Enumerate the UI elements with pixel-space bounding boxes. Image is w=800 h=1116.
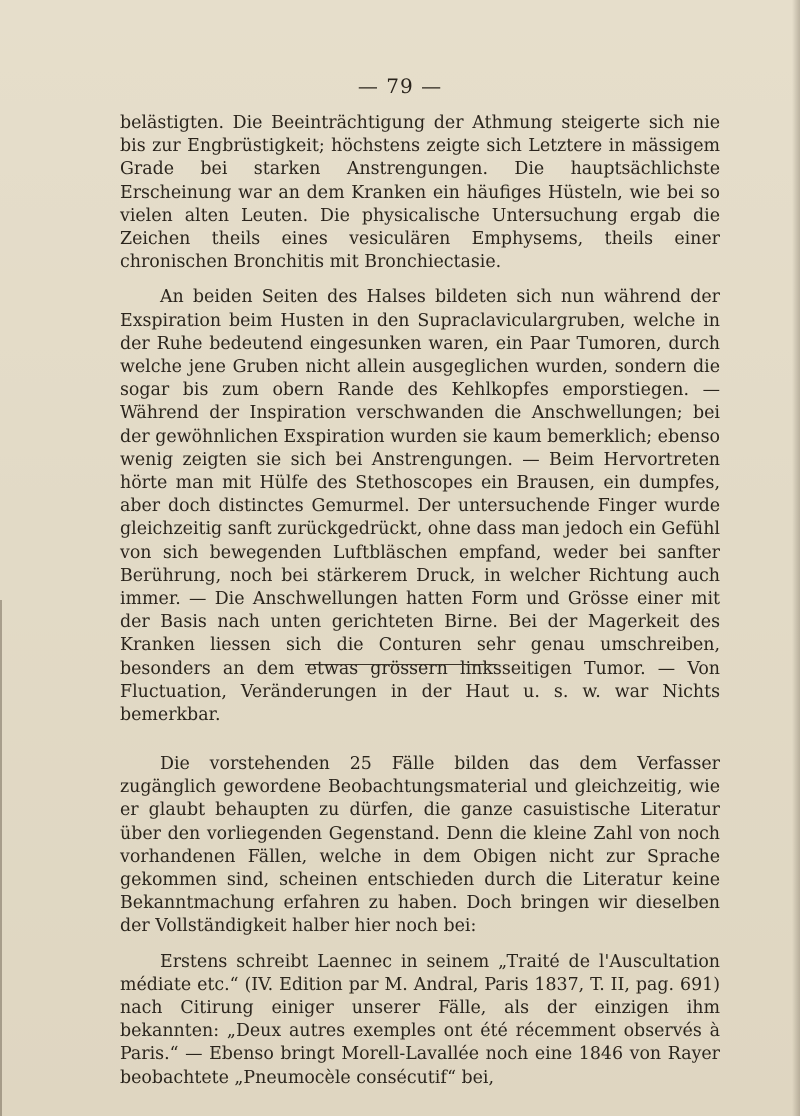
- paragraph: Erstens schreibt Laennec in seinem „Traité de l'Auscultation médiate etc.“ (IV. Edition par M. Andral, Paris 1837, T. II, pag. 691) nach Citirung einiger unserer Fälle, als der einzigen ihm bekannten: „Deux autres exemples ont été récemment observés à Paris.“ — Ebenso bringt Morell-Lavallée noch eine 1846 von Rayer beobachtete „Pneumocèle consécutif“ bei,: [120, 951, 720, 1088]
- page-number: — 79 —: [357, 74, 443, 98]
- text-block-bottom: [120, 753, 720, 1090]
- paragraph: An beiden Seiten des Halses bildeten sich nun während der Exspiration beim Husten in den Supraclaviculargruben, welche in der Ruhe bedeutend eingesunken waren, ein Paar Tumoren, durch welche jene Gruben nicht allein ausgeglichen wurden, sondern die sogar bis zum obern Rande des Kehlkopfes emporstiegen. — Während der Inspiration verschwanden die Anschwellungen; bei der gewöhnlichen Exspiration wurden sie kaum bemerklich; ebenso wenig zeigten sie sich bei Anstrengungen. — Beim Hervortreten hörte man mit Hülfe des Stethoscopes ein Brausen, ein dumpfes, aber doch distinctes Gemurmel. Der untersuchende Finger wurde gleichzeitig sanft zurückgedrückt, ohne dass man jedoch ein Gefühl von sich bewegenden Luftbläschen empfand, weder bei sanfter Berührung, noch bei stärkerem Druck, in welcher Richtung auch immer. — Die Anschwellungen hatten Form und Grösse einer mit der Basis nach unten gerichteten Birne. Bei der Magerkeit des Kranken liessen sich die Conturen sehr genau umschreiben, besonders an dem etwas grössern linksseitigen Tumor. — Von Fluctuation, Veränderungen in der Haut u. s. w. war Nichts bemerkbar.: [120, 287, 720, 726]
- section-divider: [305, 664, 497, 665]
- paragraph: Die vorstehenden 25 Fälle bilden das dem Verfasser zugänglich gewordene Beobachtungsmaterial und gleichzeitig, wie er glaubt behaupten zu dürfen, die ganze casuistische Literatur über den vorliegenden Gegenstand. Denn die kleine Zahl von noch vorhandenen Fällen, welche in dem Obigen nicht zur Sprache gekommen sind, scheinen entschieden durch die Literatur keine Bekanntmachung erfahren zu haben. Doch bringen wir dieselben der Vollständigkeit halber hier noch bei:: [120, 754, 720, 937]
- paragraph: belästigten. Die Beeinträchtigung der Athmung steigerte sich nie bis zur Engbrüstigkeit; höchstens zeigte sich Letztere in mässigem Grade bei starken Anstrengungen. Die hauptsächlichste Erscheinung war an dem Kranken ein häufiges Hüsteln, wie bei so vielen alten Leuten. Die physicalische Untersuchung ergab die Zeichen theils eines vesiculären Emphysems, theils einer chronischen Bronchitis mit Bronchiectasie.: [120, 113, 720, 273]
- page-edge-shadow: [0, 600, 2, 1116]
- page-edge-shadow: [792, 0, 800, 1116]
- text-block-top: [120, 112, 720, 727]
